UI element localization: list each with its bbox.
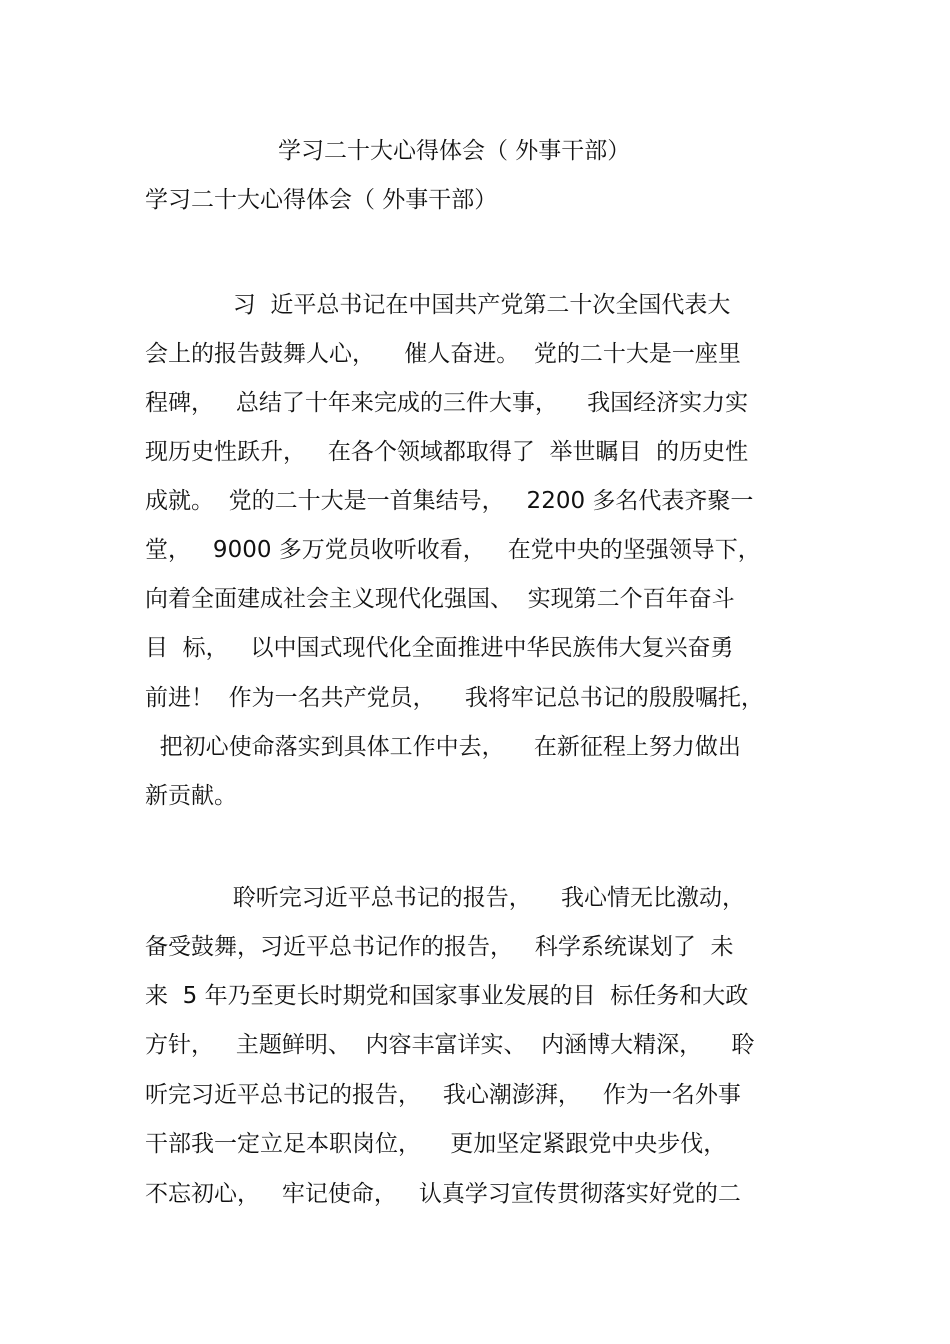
text-line: 来 5 年乃至更长时期党和国家事业发展的目 标任务和大政 (145, 983, 749, 1009)
text-line: 备受鼓舞，习近平总书记作的报告， 科学系统谋划了 未 (145, 934, 734, 960)
text-line: 新贡献。 (145, 783, 237, 809)
text-line: 聆听完习近平总书记的报告， 我心情无比激动， (145, 885, 745, 911)
text-line: 程碑， 总结了十年来完成的三件大事， 我国经济实力实 (145, 390, 749, 416)
text-line: 目 标， 以中国式现代化全面推进中华民族伟大复兴奋勇 (145, 635, 734, 661)
document-subtitle: 学习二十大心得体会（ 外事干部） (145, 187, 498, 213)
text-line: 现历史性跃升， 在各个领域都取得了 举世瞩目 的历史性 (145, 439, 749, 465)
text-line: 把初心使命落实到具体工作中去， 在新征程上努力做出 (145, 734, 741, 760)
text-line: 不忘初心， 牢记使命， 认真学习宣传贯彻落实好党的二 (145, 1181, 741, 1207)
text-line: 成就。 党的二十大是一首集结号， 2200 多名代表齐聚一 (145, 488, 754, 514)
text-line: 习 近平总书记在中国共产党第二十次全国代表大 (145, 292, 731, 318)
text-line: 干部我一定立足本职岗位， 更加坚定紧跟党中央步伐， (145, 1131, 727, 1157)
text-line: 堂， 9000 多万党员收听收看， 在党中央的坚强领导下， (145, 537, 761, 563)
text-line: 向着全面建成社会主义现代化强国、 实现第二个百年奋斗 (145, 586, 735, 612)
text-line: 前进！ 作为一名共产党员， 我将牢记总书记的殷殷嘱托， (145, 685, 764, 711)
text-line: 听完习近平总书记的报告， 我心潮澎湃， 作为一名外事 (145, 1082, 741, 1108)
text-line: 方针， 主题鲜明、 内容丰富详实、 内涵博大精深， 聆 (145, 1032, 755, 1058)
text-line: 会上的报告鼓舞人心， 催人奋进。 党的二十大是一座里 (145, 341, 741, 367)
document-title: 学习二十大心得体会（ 外事干部） (278, 138, 631, 164)
